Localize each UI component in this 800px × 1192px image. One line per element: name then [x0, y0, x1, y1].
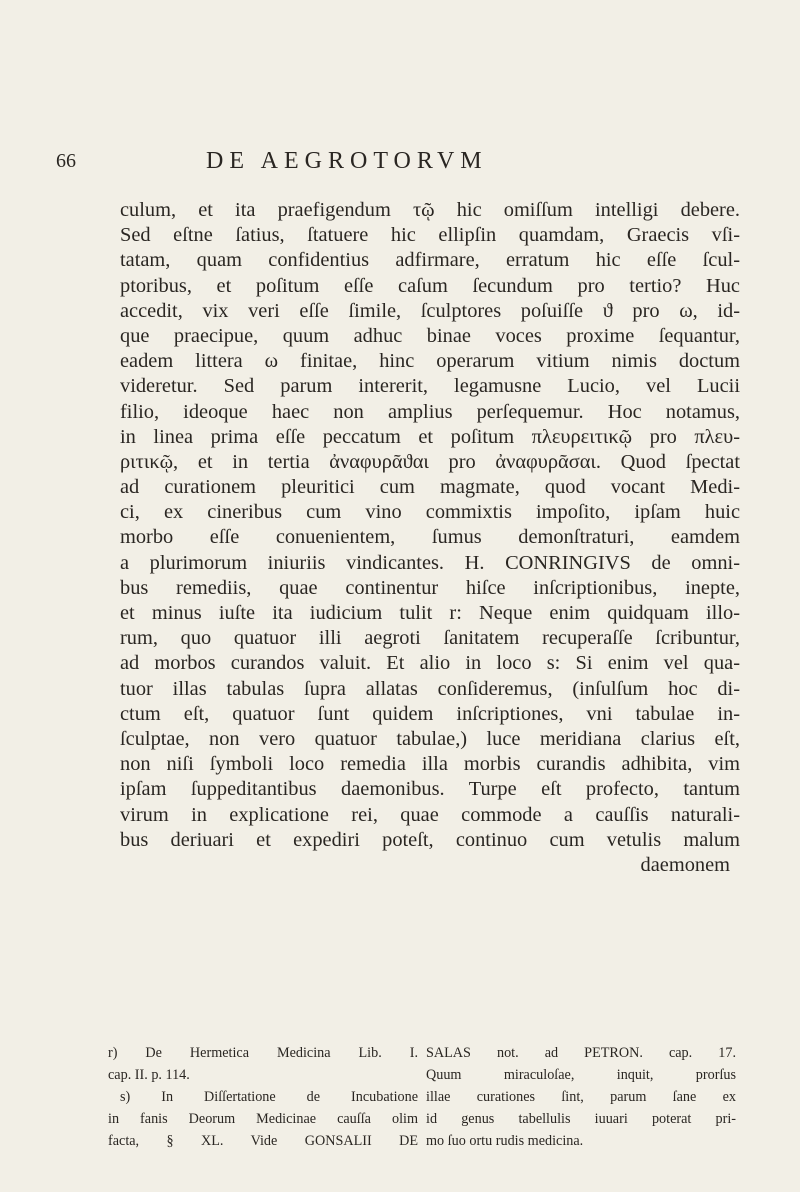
footnote-line: cap. II. p. 114. [108, 1067, 190, 1083]
footnotes-right-column [426, 1042, 736, 1152]
footnotes-left-column [108, 1042, 418, 1152]
running-head: DE AEGROTORVM [206, 148, 488, 174]
page-number: 66 [56, 150, 76, 172]
text-line: morbo eſſe conuenientem, ſumus demonſtraturi, eamdem [120, 526, 740, 549]
text-line: ctum eſt, quatuor ſunt quidem inſcriptiones, vni tabulae in- [120, 702, 740, 725]
text-line: ad morbos curandos valuit. Et alio in loco s: Si enim vel qua- [120, 652, 740, 675]
text-line: tuor illas tabulas ſupra allatas conſideremus, (inſulſum hoc di- [120, 677, 740, 700]
footnote-line: in fanis Deorum Medicinae cauſſa olim [108, 1111, 418, 1127]
footnote-line: Quum miraculoſae, inquit, prorſus [426, 1067, 736, 1083]
text-line: culum, et ita praefigendum τῷ hic omiſſum intelligi debere. [120, 199, 740, 221]
text-line: ad curationem pleuritici cum magmate, quod vocant Medi- [120, 476, 740, 499]
footnote-line: r) De Hermetica Medicina Lib. I. [108, 1045, 418, 1061]
text-line: accedit, vix veri eſſe ſimile, ſculptores poſuiſſe ϑ pro ω, id- [120, 299, 740, 322]
text-line: rum, quo quatuor illi aegroti ſanitatem recuperaſſe ſcribuntur, [120, 627, 740, 650]
text-line: ci, ex cineribus cum vino commixtis impoſito, ipſam huic [120, 501, 740, 524]
footnote-line: illae curationes ſint, parum ſane ex [426, 1089, 736, 1105]
text-line: ptoribus, et poſitum eſſe caſum ſecundum pro tertio? Huc [120, 274, 740, 297]
text-line: eadem littera ω finitae, hinc operarum vitium nimis doctum [120, 350, 740, 373]
footnote-line: s) In Diſſertatione de Incubatione [120, 1089, 418, 1105]
text-line: bus remediis, quae continentur hiſce inſcriptionibus, inepte, [120, 576, 740, 599]
text-line: Sed eſtne ſatius, ſtatuere hic ellipſin quamdam, Graecis vſi- [120, 224, 740, 247]
body-text [120, 198, 740, 878]
footnote-line: facta, § XL. Vide GONSALII DE [108, 1133, 418, 1149]
catchword: daemonem [640, 853, 730, 876]
page-header [56, 148, 756, 188]
text-line: videretur. Sed parum intererit, legamusne Lucio, vel Lucii [120, 375, 740, 398]
text-line: que praecipue, quum adhuc binae voces proxime ſequantur, [120, 324, 740, 347]
footnote-line: SALAS not. ad PETRON. cap. 17. [426, 1045, 736, 1061]
footnote-line: mo ſuo ortu rudis medicina. [426, 1133, 584, 1149]
text-line: ipſam ſuppeditantibus daemonibus. Turpe eſt profecto, tantum [120, 778, 740, 801]
footnote-line: id genus tabellulis iuuari poterat pri- [426, 1111, 736, 1127]
text-line: ſculptae, non vero quatuor tabulae,) luce meridiana clarius eſt, [120, 727, 740, 750]
text-line: filio, ideoque haec non amplius perſequemur. Hoc notamus, [120, 400, 740, 423]
text-line: tatam, quam confidentius adfirmare, erratum hic eſſe ſcul- [120, 249, 740, 272]
text-line: in linea prima eſſe peccatum et poſitum πλευρειτικῷ pro πλευ- [120, 425, 740, 448]
text-line: ριτικῷ, et in tertia ἀναφυρᾶϑαι pro ἀναφυρᾶσαι. Quod ſpectat [120, 450, 740, 473]
text-line: et minus iuſte ita iudicium tulit r: Neque enim quidquam illo- [120, 602, 740, 624]
text-line: non niſi ſymboli loco remedia illa morbis curandis adhibita, vim [120, 753, 740, 776]
text-line: a plurimorum iniuriis vindicantes. H. CONRINGIVS de omni- [120, 551, 740, 574]
text-line: bus deriuari et expediri poteſt, continuo cum vetulis malum [120, 828, 740, 851]
text-line: virum in explicatione rei, quae commode a cauſſis naturali- [120, 803, 740, 826]
